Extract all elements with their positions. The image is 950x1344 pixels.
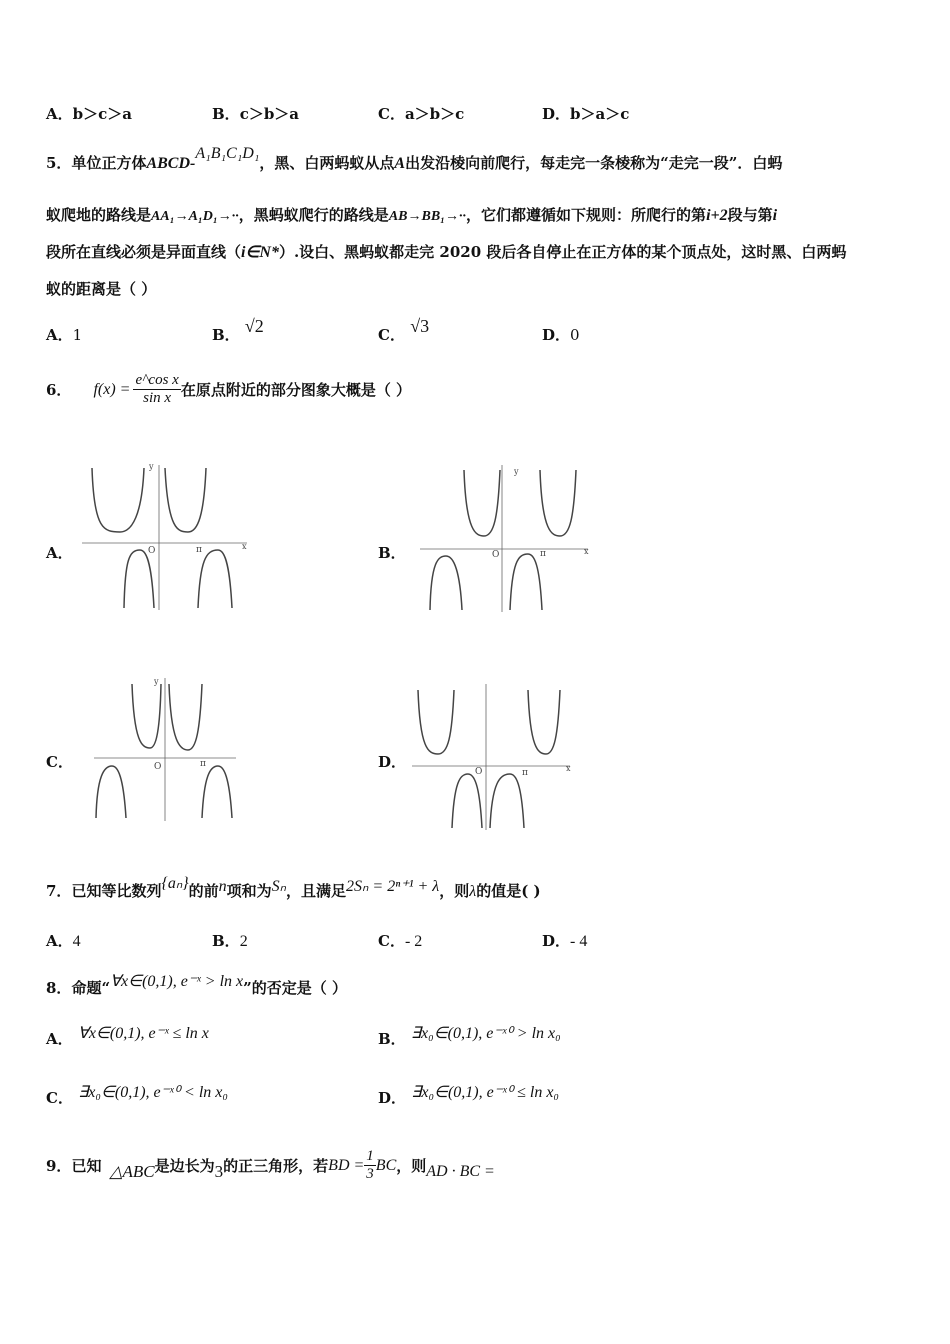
curve-lower-left [96, 766, 126, 818]
curve-lower-right [510, 554, 542, 610]
q9-text: ，则 [396, 1157, 427, 1175]
q8-option-c[interactable] [46, 1084, 228, 1108]
q5-option-d[interactable] [542, 324, 580, 345]
sn-var: Sₙ [271, 878, 287, 895]
q5-text: 出发沿棱向前爬行，每走完一条棱称为“走完一段”．白蚂 [405, 154, 783, 172]
q6-line [46, 372, 411, 407]
curve-upper-right [540, 470, 576, 536]
q8-text: ”的否定是（ ） [243, 979, 347, 997]
option-text: - 4 [570, 933, 588, 950]
q6-option-c[interactable]: C． [46, 753, 73, 771]
q5-option-c[interactable] [378, 316, 430, 344]
q5-text: 蚁爬地的路线是 [46, 206, 152, 224]
curve-lower-left [430, 556, 462, 610]
q7-line [46, 875, 541, 901]
option-text: ∀x∈(0,1), e⁻ˣ ≤ ln x [77, 1025, 209, 1042]
origin-label: O [148, 546, 156, 556]
option-label: D． [542, 932, 571, 950]
option-label: B． [378, 1030, 406, 1048]
q5-text: 单位正方体 [71, 154, 147, 172]
q7-text: ，则 [439, 882, 470, 900]
curve-upper-right [169, 684, 202, 750]
graph-d[interactable] [412, 682, 577, 832]
q4-option-c[interactable] [378, 103, 464, 124]
origin-label: O [492, 550, 500, 560]
q7-option-b[interactable] [212, 930, 248, 951]
option-label: C． [378, 105, 405, 123]
curve-lower-right [490, 774, 524, 828]
q6-option-b[interactable]: B． [378, 544, 406, 562]
option-label: C． [46, 1089, 73, 1107]
q7-text: 的前 [188, 882, 219, 900]
segment-index: i+2 [706, 207, 728, 224]
x-axis-label: x [242, 542, 247, 551]
option-label: D． [542, 105, 571, 123]
option-text: b＞a＞c [570, 105, 630, 123]
cube-name: ABCD- [146, 155, 196, 172]
q7-text: 的值是( ) [476, 882, 541, 900]
vector-bd: BD = [328, 1156, 365, 1174]
option-label: C． [378, 932, 405, 950]
y-axis-label: y [149, 462, 154, 471]
option-text: 1 [72, 326, 83, 344]
option-label: B． [212, 105, 240, 123]
question-number: 8． [46, 979, 72, 997]
option-label: A． [46, 326, 73, 344]
option-text: ∃x₀∈(0,1), e⁻ˣ⁰ ≤ ln x₀ [411, 1084, 559, 1101]
q5-line2 [46, 204, 777, 225]
origin-label: O [475, 767, 483, 777]
cube-top-face: A₁B₁C₁D₁ [195, 145, 260, 162]
q5-option-b[interactable] [212, 316, 264, 344]
q4-option-b[interactable] [212, 103, 299, 124]
q4-option-d[interactable] [542, 103, 629, 124]
q8-option-d[interactable] [378, 1084, 559, 1108]
curve-upper-right [528, 690, 560, 754]
graph-a[interactable] [82, 460, 257, 610]
option-label: B． [212, 326, 240, 344]
q7-text: 已知等比数列 [71, 882, 162, 900]
curve-upper-left [464, 470, 500, 536]
q7-text: ，且满足 [286, 882, 347, 900]
pi-label: π [200, 759, 206, 769]
point-a: A [394, 155, 406, 172]
question-number: 5． [46, 154, 72, 172]
option-label: B． [212, 932, 240, 950]
q6-text: 在原点附近的部分图象大概是（ ） [180, 381, 412, 399]
n-var: n [218, 878, 227, 895]
option-text: √3 [410, 316, 430, 336]
q5-text: ，它们都遵循如下规则：所爬行的第 [466, 206, 707, 224]
q8-line [46, 973, 347, 998]
option-label: A． [46, 105, 73, 123]
option-text: b＞c＞a [72, 105, 132, 123]
fraction-denominator: 3 [366, 1166, 374, 1182]
y-axis-label: y [154, 677, 159, 686]
sequence: {aₙ} [161, 875, 189, 892]
function-name: f(x) = [93, 380, 131, 398]
q6-option-a[interactable]: A． [46, 544, 73, 562]
q5-text: ，黑蚂蚁爬行的路线是 [238, 206, 389, 224]
q5-text: 蚁的距离是（ ） [46, 280, 157, 298]
option-label: A． [46, 1030, 73, 1048]
one-third-fraction [364, 1148, 376, 1183]
q5-line1 [46, 145, 783, 173]
option-text: ∃x₀∈(0,1), e⁻ˣ⁰ > ln x₀ [410, 1025, 561, 1042]
q6-option-d[interactable]: D． [378, 753, 407, 771]
q9-text: 是边长为 [154, 1157, 215, 1175]
q7-option-c[interactable] [378, 930, 422, 951]
q5-text: 段所在直线必须是异面直线（ [46, 243, 242, 261]
curve-upper-right [165, 468, 206, 532]
question-number: 7． [46, 882, 72, 900]
condition-formula: 2Sₙ = 2ⁿ⁺¹ + λ [346, 878, 440, 895]
curve-lower-right [198, 550, 232, 608]
side-length: 3 [214, 1161, 224, 1181]
proposition: ∀x∈(0,1), e⁻ˣ > ln x [110, 973, 244, 990]
index-domain: i∈N* [241, 244, 279, 261]
fraction-numerator: e^cos x [135, 372, 179, 388]
curve-lower-left [124, 550, 154, 608]
q8-option-b[interactable] [378, 1025, 561, 1049]
q5-text: ）.设白、黑蚂蚁都走完 2020 段后各自停止在正方体的某个顶点处，这时黑、白两蚂 [278, 243, 847, 261]
option-text: - 2 [404, 933, 423, 950]
q4-option-a[interactable] [46, 103, 132, 124]
q9-line [46, 1148, 495, 1183]
option-text: 4 [72, 933, 81, 950]
fraction-denominator: sin x [143, 390, 172, 406]
q9-text: 的正三角形，若 [223, 1157, 329, 1175]
white-ant-path: AA₁→A₁D₁→·· [151, 209, 239, 224]
x-axis-label: x [584, 547, 589, 556]
curve-upper-left [418, 690, 454, 754]
x-axis-label: x [566, 764, 571, 773]
q9-text: 已知 [71, 1157, 102, 1175]
q7-text: 项和为 [226, 882, 272, 900]
q5-option-a[interactable] [46, 324, 82, 345]
origin-label: O [154, 762, 162, 772]
option-text: √2 [244, 316, 264, 336]
curve-lower-right [202, 766, 232, 818]
triangle: △ABC [109, 1161, 155, 1181]
q5-text: ，黑、白两蚂蚁从点 [259, 154, 395, 172]
dot-product: AD · BC = [426, 1162, 495, 1180]
question-number: 6． [46, 381, 72, 399]
q7-option-d[interactable] [542, 930, 587, 951]
pi-label: π [196, 545, 202, 555]
q8-text: 命题“ [71, 979, 111, 997]
option-text: c＞b＞a [239, 105, 300, 123]
option-text: 0 [570, 326, 580, 344]
q7-option-a[interactable] [46, 930, 81, 951]
q5-line3 [46, 241, 846, 262]
option-label: D． [378, 1089, 407, 1107]
q8-option-a[interactable] [46, 1025, 209, 1049]
fraction-numerator: 1 [366, 1148, 374, 1164]
black-ant-path: AB→BB₁→·· [388, 209, 467, 224]
q5-line4 [46, 278, 156, 299]
graph-c[interactable] [94, 676, 244, 826]
graph-b[interactable] [420, 462, 595, 612]
curve-upper-left [92, 468, 144, 532]
lambda-var: λ [469, 883, 477, 900]
option-text: 2 [239, 933, 248, 950]
pi-label: π [522, 768, 528, 778]
curve-lower-left [452, 774, 482, 828]
option-label: D． [542, 326, 571, 344]
vector-bc: BC [375, 1156, 397, 1174]
segment-index: i [772, 207, 778, 224]
question-number: 9． [46, 1157, 72, 1175]
q5-text: 段与第 [727, 206, 773, 224]
option-text: a＞b＞c [404, 105, 465, 123]
option-text: ∃x₀∈(0,1), e⁻ˣ⁰ < ln x₀ [78, 1084, 228, 1101]
option-label: A． [46, 932, 73, 950]
pi-label: π [540, 549, 546, 559]
function-fraction [133, 372, 180, 407]
y-axis-label: y [514, 467, 519, 476]
option-label: C． [378, 326, 405, 344]
curve-upper-left [132, 684, 161, 748]
